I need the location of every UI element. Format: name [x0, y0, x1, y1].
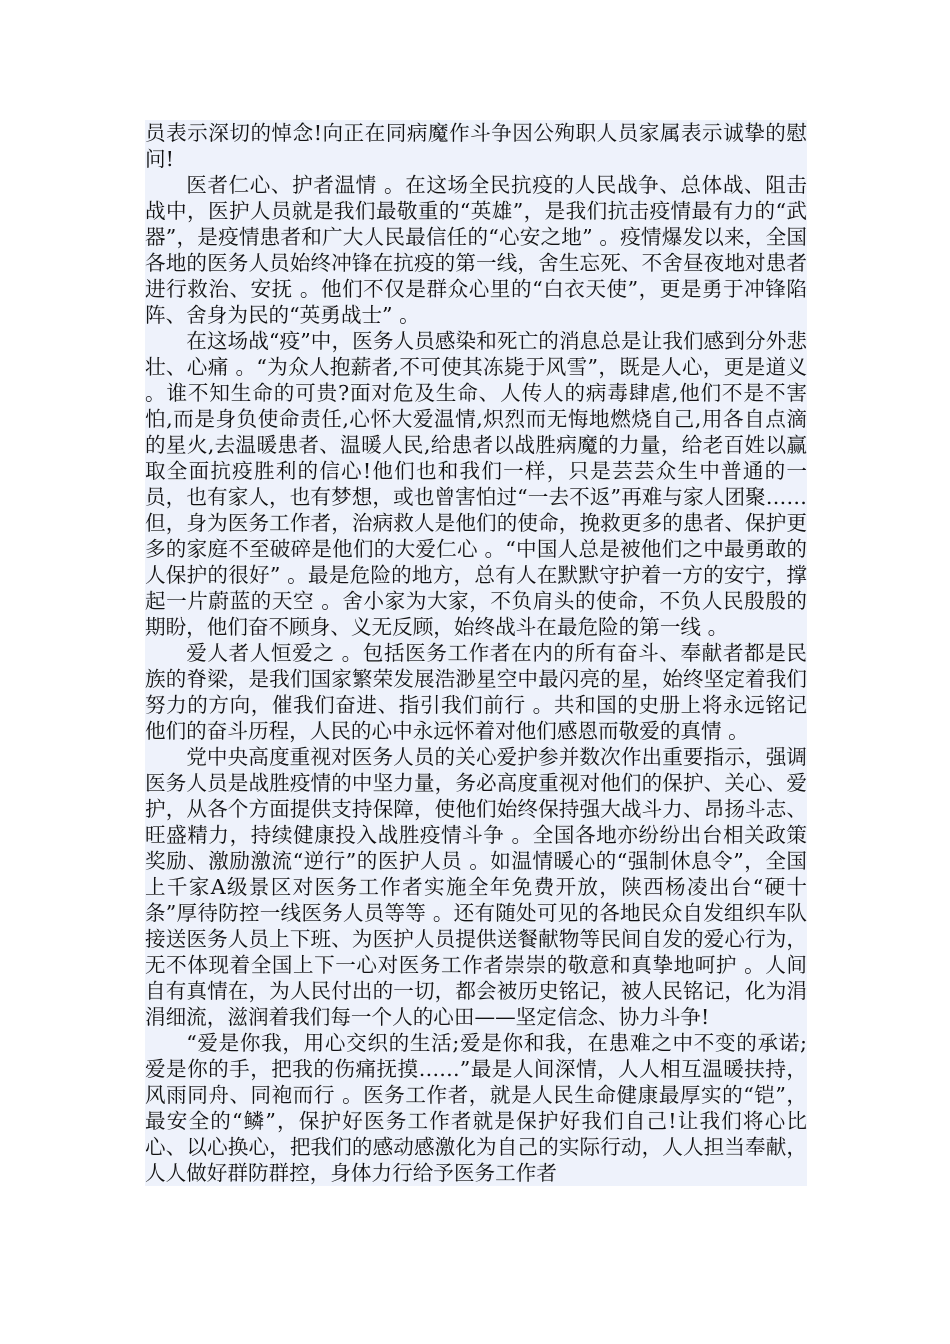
paragraph-3: 在这场战“疫”中，医务人员感染和死亡的消息总是让我们感到分外悲壮、心痛 。“为众人抱薪者,不可使其冻毙于风雪”，既是人心，更是道义 。谁不知生命的可贵?面对危及生命、人传人的病毒肆虐,他们不是不害怕,而是身负使命责任,心怀大爱温情,炽烈而无悔地燃烧自己,用各自点滴的星火,去温暖患者、温暖人民,给患者以战胜病魔的力量，给老百姓以赢取全面抗疫胜利的信心!他们也和我们一样，只是芸芸众生中普通的一员，也有家人，也有梦想，或也曾害怕过“一去不返”再难与家人团聚……但，身为医务工作者，治病救人是他们的使命，挽救更多的患者、保护更多的家庭不至破碎是他们的大爱仁心 。“中国人总是被他们之中最勇敢的人保护的很好” 。最是危险的地方，总有人在默默守护着一方的安宁，撑起一片蔚蓝的天空 。舍小家为大家，不负肩头的使命，不负人民殷殷的期盼，他们奋不顾身、义无反顾，始终战斗在最危险的第一线 。	[145, 329, 807, 639]
paragraph-5: 党中央高度重视对医务人员的关心爱护参并数次作出重要指示，强调医务人员是战胜疫情的中坚力量，务必高度重视对他们的保护、关心、爱护，从各个方面提供支持保障，使他们始终保持强大战斗力、昂扬斗志、旺盛精力，持续健康投入战胜疫情斗争 。全国各地亦纷纷出台相关政策奖励、激励激流“逆行”的医护人员 。如温情暖心的“强制休息令”，全国上千家A级景区对医务工作者实施全年免费开放，陕西杨凌出台“硬十条”厚待防控一线医务人员等等 。还有随处可见的各地民众自发组织车队接送医务人员上下班、为医护人员提供送餐献物等民间自发的爱心行为，无不体现着全国上下一心对医务工作者崇崇的敬意和真挚地呵护 。人间自有真情在，为人民付出的一切，都会被历史铭记，被人民铭记，化为涓涓细流，滋润着我们每一个人的心田——坚定信念、协力斗争!	[145, 745, 807, 1029]
paragraph-1: 员表示深切的悼念!向正在同病魔作斗争因公殉职人员家属表示诚挚的慰问!	[145, 121, 807, 171]
paragraph-2: 医者仁心、护者温情 。在这场全民抗疫的人民战争、总体战、阻击战中，医护人员就是我们最敬重的“英雄”，是我们抗击疫情最有力的“武器”，是疫情患者和广大人民最信任的“心安之地” 。疫情爆发以来，全国各地的医务人员始终冲锋在抗疫的第一线，舍生忘死、不舍昼夜地对患者进行救治、安抚 。他们不仅是群众心里的“白衣天使”，更是勇于冲锋陷阵、舍身为民的“英勇战士” 。	[145, 173, 807, 327]
paragraph-4: 爱人者人恒爱之 。包括医务工作者在内的所有奋斗、奉献者都是民族的脊梁，是我们国家繁荣发展浩渺星空中最闪亮的星，始终坚定着我们努力的方向，催我们奋进、指引我们前行 。共和国的史册上将永远铭记他们的奋斗历程，人民的心中永远怀着对他们感恩而敬爱的真情 。	[145, 641, 807, 743]
document-body	[145, 120, 807, 1186]
paragraph-6: “爱是你我，用心交织的生活;爱是你和我，在患难之中不变的承诺;爱是你的手，把我的伤痛抚摸……”最是人间深情，人人相互温暖扶持，风雨同舟、同袍而行 。医务工作者，就是人民生命健康最厚实的“铠”，最安全的“鳞”，保护好医务工作者就是保护好我们自己!让我们将心比心、以心换心，把我们的感动感激化为自己的实际行动，人人担当奉献，人人做好群防群控，身体力行给予医务工作者	[145, 1031, 807, 1185]
